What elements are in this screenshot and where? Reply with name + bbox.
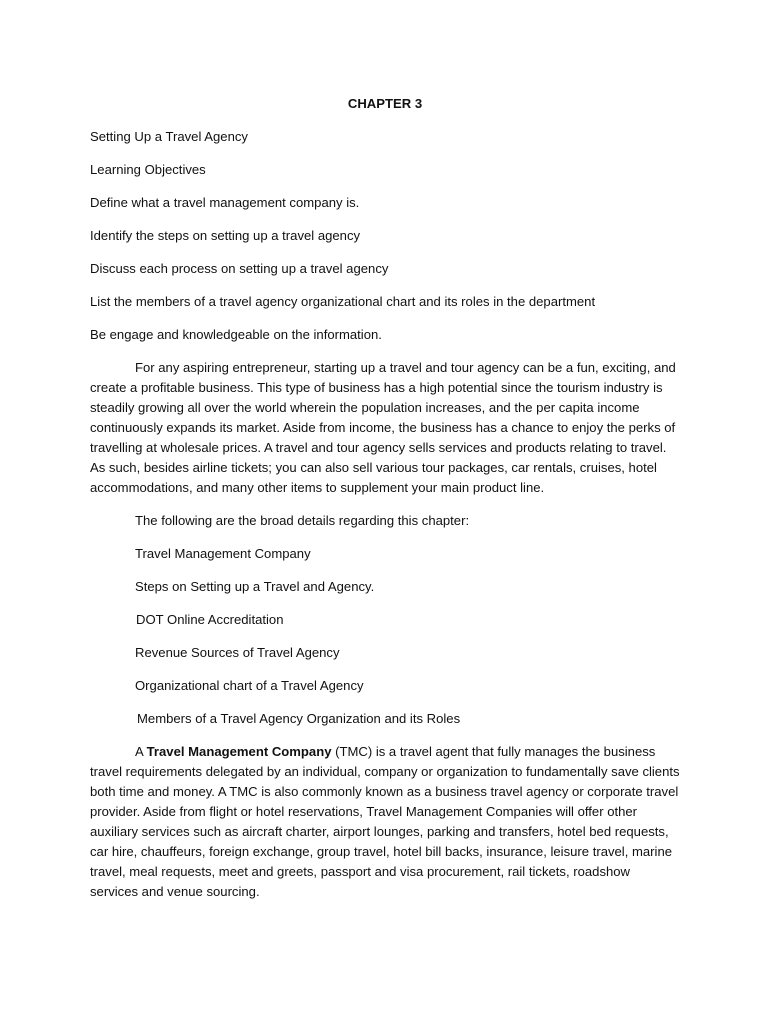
document-title: Setting Up a Travel Agency <box>90 129 248 144</box>
objective-item: List the members of a travel agency organizational chart and its roles in the department <box>90 294 596 309</box>
tmc-paragraph <box>90 742 680 902</box>
document-body <box>90 94 680 915</box>
tmc-lead: A <box>135 744 147 759</box>
detail-item: DOT Online Accreditation <box>136 612 284 627</box>
detail-item: Organizational chart of a Travel Agency <box>135 678 364 693</box>
detail-item: Revenue Sources of Travel Agency <box>135 645 340 660</box>
objectives-heading: Learning Objectives <box>90 162 206 177</box>
chapter-heading: CHAPTER 3 <box>347 96 423 111</box>
objective-item: Discuss each process on setting up a travel agency <box>90 261 389 276</box>
objective-item: Identify the steps on setting up a travel agency <box>90 228 361 243</box>
tmc-rest: (TMC) is a travel agent that fully manages the business travel requirements delegated by an individual, company or organization to fundamentally save clients both time and money. A TMC is also commonly known as a business travel agency or corporate travel provider. Aside from flight or hotel reservations, Travel Management Companies will offer other auxiliary services such as aircraft charter, airport lounges, parking and transfers, hotel bed requests, car hire, chauffeurs, foreign exchange, group travel, hotel bill backs, insurance, leisure travel, marine travel, meal requests, meet and greets, passport and visa procurement, rail tickets, roadshow services and venue sourcing. <box>90 744 680 899</box>
intro-paragraph: For any aspiring entrepreneur, starting up a travel and tour agency can be a fun, exciting, and create a profitable business. This type of business has a high potential since the tourism industry is steadily growing all over the world wherein the population increases, and the per capita income continuously expands its market. Aside from income, the business has a chance to enjoy the perks of travelling at wholesale prices. A travel and tour agency sells services and products relating to travel. As such, besides airline tickets; you can also sell various tour packages, car rentals, cruises, hotel accommodations, and many other items to supplement your main product line. <box>90 360 676 495</box>
tmc-term: Travel Management Company <box>146 744 332 759</box>
detail-item: Travel Management Company <box>135 546 311 561</box>
objective-item: Be engage and knowledgeable on the information. <box>90 327 382 342</box>
details-intro: The following are the broad details regarding this chapter: <box>135 513 470 528</box>
detail-item: Steps on Setting up a Travel and Agency. <box>135 579 375 594</box>
detail-item: Members of a Travel Agency Organization and its Roles <box>137 711 461 726</box>
objective-item: Define what a travel management company is. <box>90 195 360 210</box>
